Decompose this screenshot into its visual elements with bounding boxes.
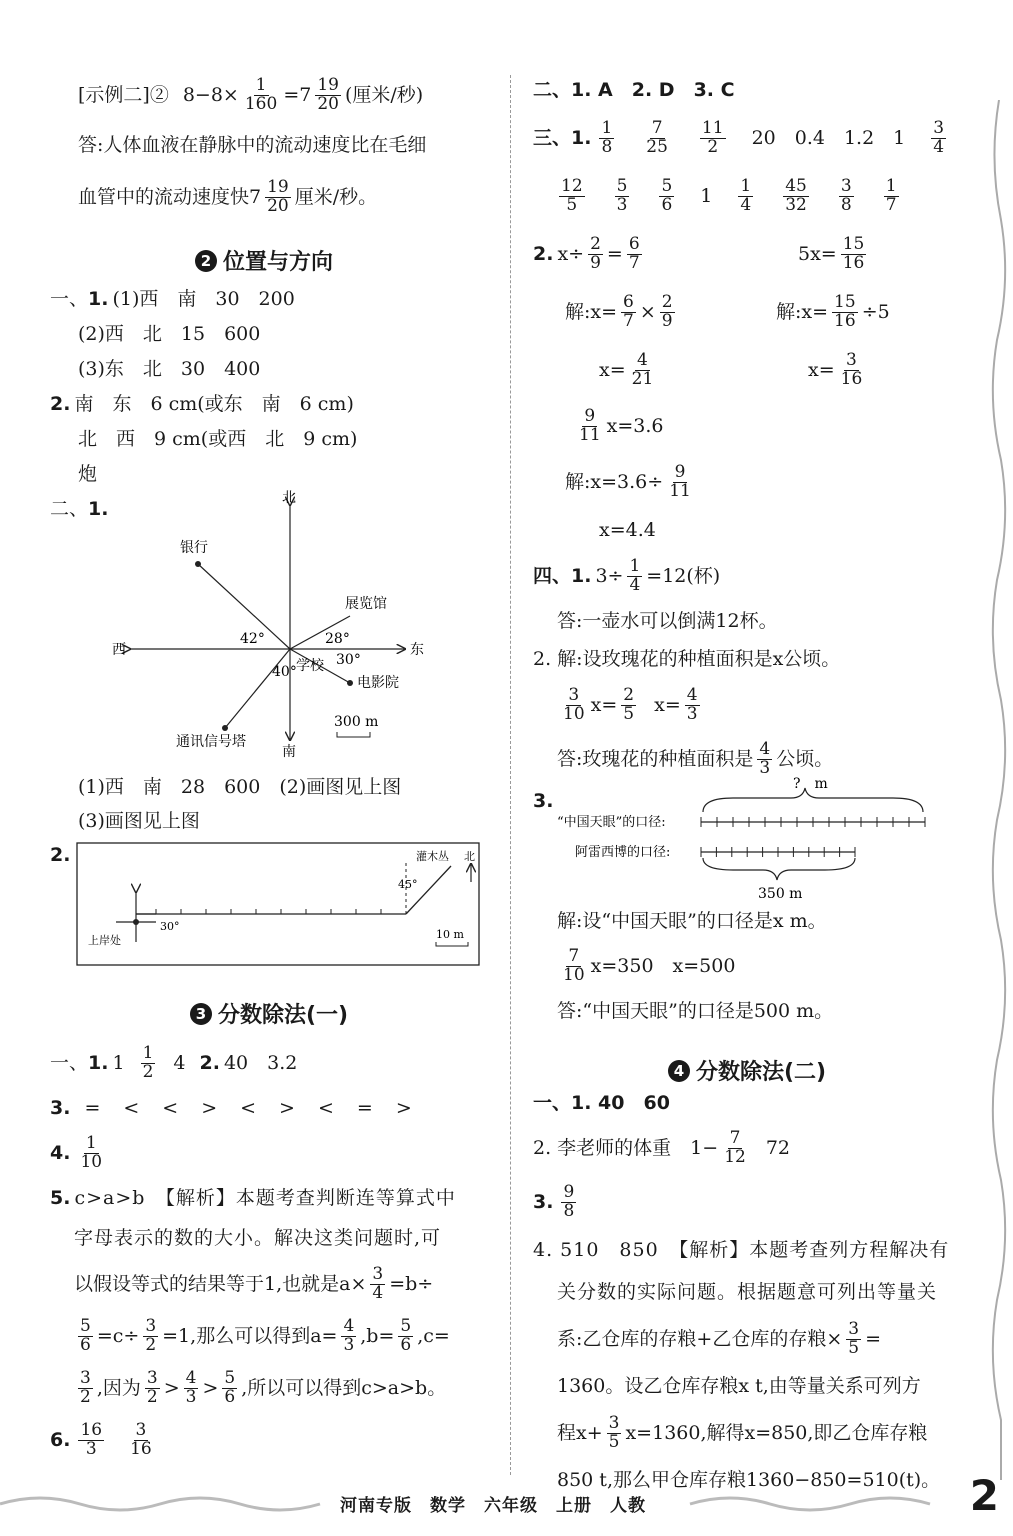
answer-line: 解:设“中国天眼”的口径是x m。 <box>557 909 827 932</box>
answer-line: 3. <box>533 789 554 812</box>
route-diagram <box>76 842 480 966</box>
column-divider <box>510 75 511 1475</box>
answer-line: (3)画图见上图 <box>78 809 200 832</box>
eye-label: “中国天眼”的口径: <box>557 815 666 830</box>
fraction: $\frac{1}{160}$ <box>244 74 278 114</box>
angle-label: 30° <box>160 920 180 933</box>
answer-line: 血管中的流动速度快7 19 20 厘米/秒。 <box>78 176 378 216</box>
angle-label: 40° <box>272 664 297 680</box>
analysis-line: 关分数的实际问题。根据题意可列出等量关 <box>557 1280 938 1303</box>
answer-line: 3. = < < > < > < = > <box>50 1096 414 1119</box>
section-title-2: 2 位置与方向 <box>195 245 333 276</box>
analysis-line: 系:乙仓库的存粮+乙仓库的存粮× $\frac{3}{5}$ = <box>557 1318 881 1358</box>
tower-label: 通讯信号塔 <box>176 734 246 750</box>
answer-line: 3. 9 8 <box>533 1181 575 1221</box>
bush-label: 灌木丛 <box>416 850 449 863</box>
bank-point <box>195 561 201 567</box>
arecibo-label: 阿雷西博的口径: <box>575 845 671 860</box>
answer-line: 答:人体血液在静脉中的流动速度比在毛细 <box>78 133 427 156</box>
scale-bar <box>337 732 370 737</box>
example-label: [示例二]② <box>78 83 169 106</box>
south-label: 南 <box>282 744 296 760</box>
north-label: 北 <box>282 490 296 506</box>
school-label: 学校 <box>296 658 324 674</box>
answer-line: 二、 1. <box>50 498 109 521</box>
analysis-line: 5. c>a>b 【解析】本题考查判断连等算式中 <box>50 1186 456 1209</box>
analysis-line: 以假设等式的结果等于1,也就是a× $\frac{3}{4}$ =b÷ <box>74 1263 434 1303</box>
unit: (厘米/秒) <box>344 83 424 106</box>
bank-label: 银行 <box>180 540 208 556</box>
scale-label: 300 m <box>334 714 379 730</box>
fraction: 19 20 <box>317 74 339 114</box>
equation-line: x=4.4 <box>599 518 656 541</box>
analysis-line: 850 t,那么甲仓库存粮1360−850=510(t)。 <box>557 1468 941 1491</box>
answer-line: 三、1. 1 8 7 25 11 2 20 0.4 1.2 1 3 4 <box>533 117 945 157</box>
compass-diagram <box>100 490 440 760</box>
cinema-point <box>347 680 353 686</box>
answer-line: 四、1. 3÷ $\frac{1}{4}$ =12(杯) <box>533 555 721 595</box>
analysis-line: 程x+ $\frac{3}{5}$ x=1360,解得x=850,即乙仓库存粮 <box>557 1412 928 1452</box>
angle-label: 30° <box>336 652 361 668</box>
east-label: 东 <box>410 642 424 658</box>
expr: =7 <box>283 83 312 106</box>
answer-line: 答:“中国天眼”的口径是500 m。 <box>557 999 834 1022</box>
museum-label: 展览馆 <box>345 596 387 612</box>
section-title-4: 4 分数除法(二) <box>668 1055 826 1086</box>
angle-label: 28° <box>325 631 350 647</box>
page-edge-decoration <box>985 100 1013 1480</box>
answer-line: (2)西 北 15 600 <box>78 323 261 346</box>
answer-line: 炮 <box>78 463 98 486</box>
tower-point <box>222 725 228 731</box>
footer-text: 河南专版 数学 六年级 上册 人教 <box>340 1496 646 1516</box>
fraction: 19 20 <box>267 176 289 216</box>
equation-line: 解:x= $\frac{6}{7}$ × $\frac{2}{9}$ 解:x= $\frac{15}{16}$ ÷5 <box>565 291 890 331</box>
example-line <box>50 70 490 120</box>
answer-line: 答:玫瑰花的种植面积是 4 3 公顷。 <box>557 738 834 778</box>
answer-line: 2. 李老师的体重 1− $\frac{7}{12}$ 72 <box>533 1127 791 1167</box>
expr: 8−8× <box>182 83 239 106</box>
analysis-line: 1360。设乙仓库存粮x t,由等量关系可列方 <box>557 1374 921 1397</box>
cinema-label: 电影院 <box>357 675 399 691</box>
analysis-line: 4. 510 850 【解析】本题考查列方程解决有 <box>533 1238 950 1261</box>
analysis-line: 字母表示的数的大小。解决这类问题时,可 <box>74 1226 442 1249</box>
angle-label: 45° <box>398 878 418 891</box>
answer-line: (1)西 南 28 600 (2)画图见上图 <box>78 775 402 798</box>
section-title-3: 3 分数除法(一) <box>190 998 348 1029</box>
scale-label: 10 m <box>436 928 464 941</box>
answer-line: 北 西 9 cm(或西 北 9 cm) <box>78 428 358 451</box>
answer-line: 6. 16 3 3 16 <box>50 1419 152 1459</box>
answer-line: 2. 解:设玫瑰花的种植面积是x公顷。 <box>533 647 841 670</box>
length-label: 350 m <box>758 886 803 902</box>
equation-line: x= $\frac{4}{21}$ x= $\frac{3}{16}$ <box>599 349 863 389</box>
answer-line: 4. 1 10 <box>50 1132 103 1172</box>
left-column <box>50 70 490 1459</box>
answer-line: 二、1. A 2. D 3. C <box>533 78 735 101</box>
page-number: 2 <box>969 1471 999 1520</box>
answer-line: 一、 1. (1)西 南 30 200 <box>50 288 295 311</box>
equation-line: 2. x÷ $\frac{2}{9}$ = $\frac{6}{7}$ 5x= $\frac{15}{16}$ <box>533 233 865 273</box>
equation-line: 7 10 x=350 x=500 <box>563 945 736 985</box>
answer-line: 12 5 5 3 5 6 1 1 4 45 32 3 8 1 7 <box>561 175 897 215</box>
answer-line: 一、1. 40 60 <box>533 1091 670 1114</box>
shore-label: 上岸处 <box>88 934 121 947</box>
north-label: 北 <box>464 850 475 863</box>
answer-line: (3)东 北 30 400 <box>78 358 261 381</box>
analysis-line: $\frac{5}{6}$ =c÷ $\frac{3}{2}$ =1,那么可以得到a= $\frac{4}{3}$ ,b= $\frac{5}{6}$ ,c= <box>80 1315 450 1355</box>
analysis-line: 3 2 ,因为 3 2 > 4 3 > 5 6 ,所以可以得到c>a>b。 <box>80 1367 447 1407</box>
segment-diagram <box>553 772 933 902</box>
equation-line: 3 10 x= $\frac{2}{5}$ x= $\frac{4}{3}$ <box>563 684 698 724</box>
answer-line: 答:一壶水可以倒满12杯。 <box>557 609 778 632</box>
equation-line: 9 11 x=3.6 <box>579 405 664 445</box>
right-column <box>533 70 953 816</box>
answer-line: 2. <box>50 843 71 866</box>
unknown-length-label: ? m <box>793 776 828 792</box>
west-label: 西 <box>112 642 126 658</box>
equation-line: 解:x=3.6÷ $\frac{9}{11}$ <box>565 461 691 501</box>
answer-line: 2. 南 东 6 cm(或东 南 6 cm) <box>50 393 354 416</box>
angle-label: 42° <box>240 631 265 647</box>
answer-line: 一、 1. 1 1 2 4 2. 40 3.2 <box>50 1042 298 1082</box>
